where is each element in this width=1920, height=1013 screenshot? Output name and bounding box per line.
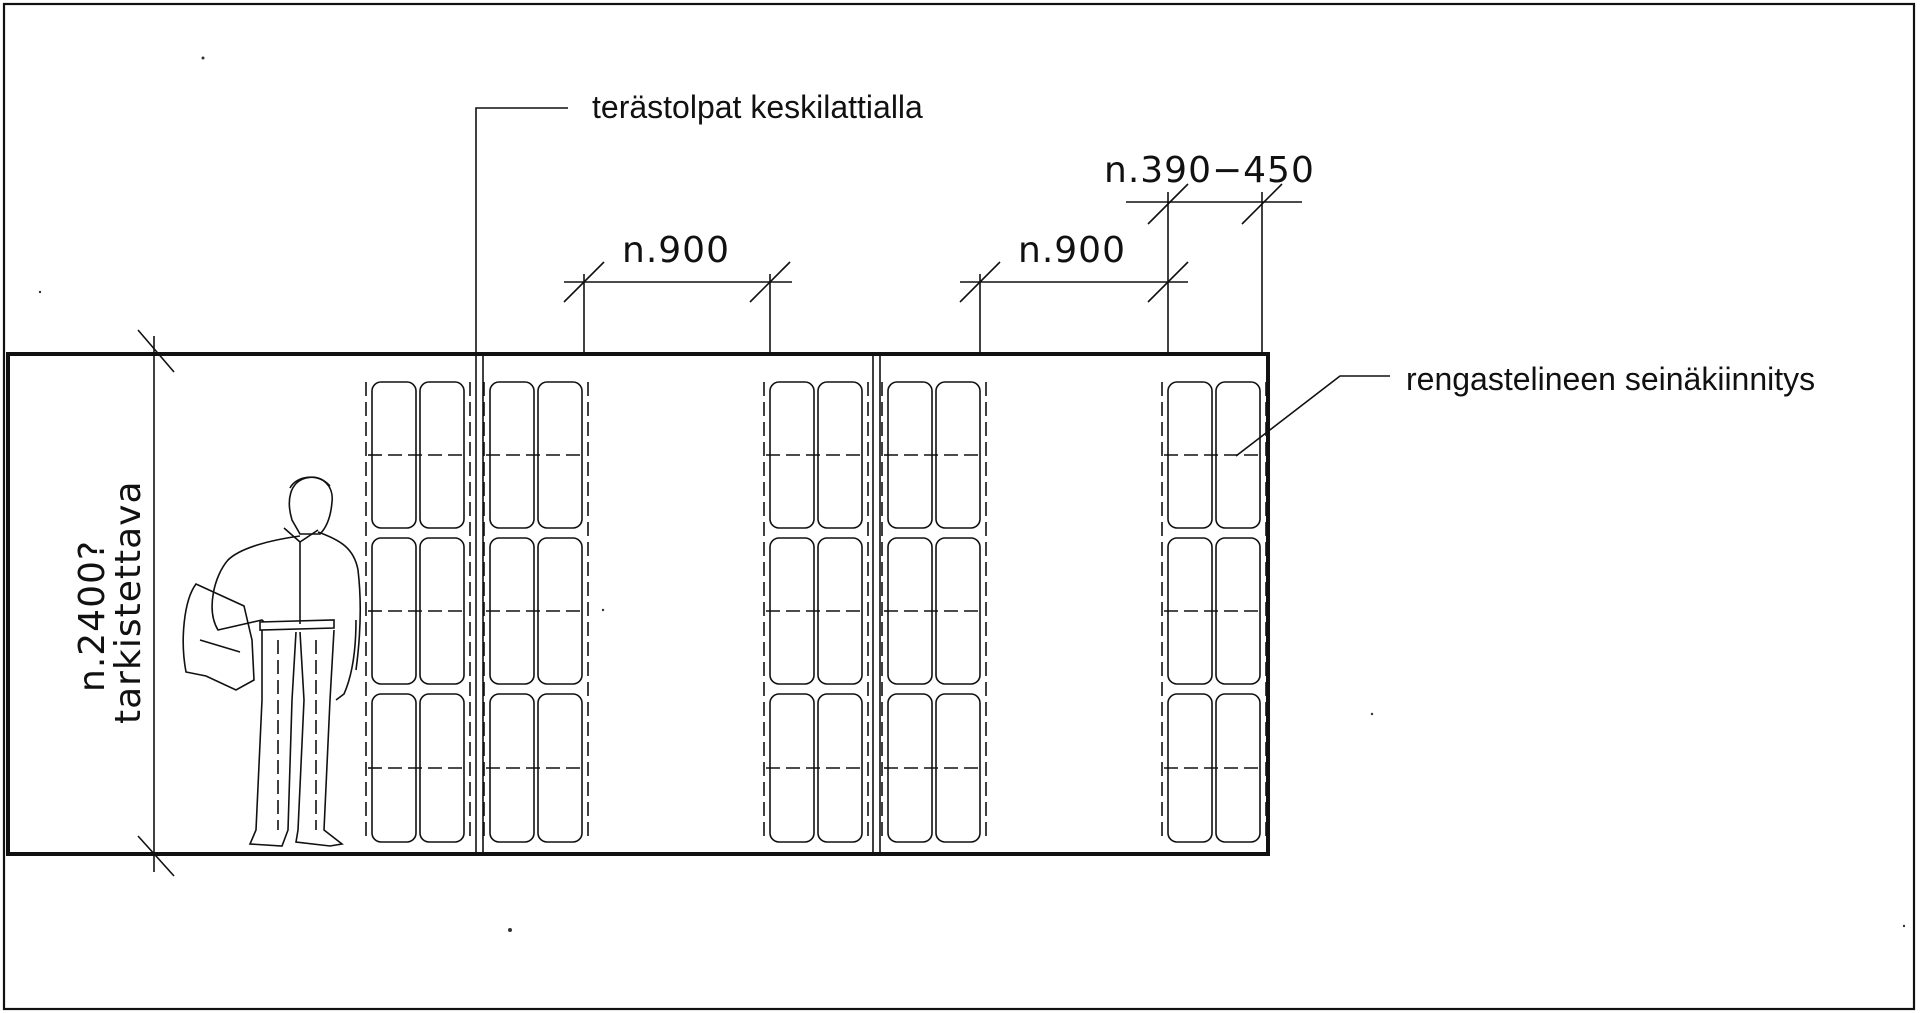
- dimension-spacing-2: [960, 262, 1188, 354]
- tire-rack: [484, 382, 588, 842]
- tire-rack: [366, 382, 470, 842]
- tire-racks: [366, 382, 1266, 842]
- dimension-spacing-1: [564, 262, 792, 354]
- dim-height-line1: n.2400?: [72, 540, 113, 692]
- dim-rack-width: n.390−450: [1104, 150, 1315, 191]
- dim-spacing-1: n.900: [622, 230, 730, 271]
- person-figure-icon: [183, 477, 360, 846]
- room-outline: [8, 354, 1268, 854]
- dim-height-line2: tarkistettava: [108, 480, 149, 724]
- leader-steel-posts: [476, 108, 568, 354]
- steel-post-right: [873, 354, 880, 854]
- dim-spacing-2: n.900: [1018, 230, 1126, 271]
- steel-post-left: [476, 354, 483, 854]
- tire-rack: [764, 382, 868, 842]
- label-wall-mount: rengastelineen seinäkiinnitys: [1406, 361, 1816, 397]
- dimension-rack-width: [1126, 184, 1302, 354]
- scan-specks: [39, 57, 1905, 933]
- tire-rack: [1162, 382, 1266, 842]
- drawing-border: [4, 4, 1914, 1009]
- label-steel-posts: terästolpat keskilattialla: [592, 89, 923, 125]
- tire-rack: [882, 382, 986, 842]
